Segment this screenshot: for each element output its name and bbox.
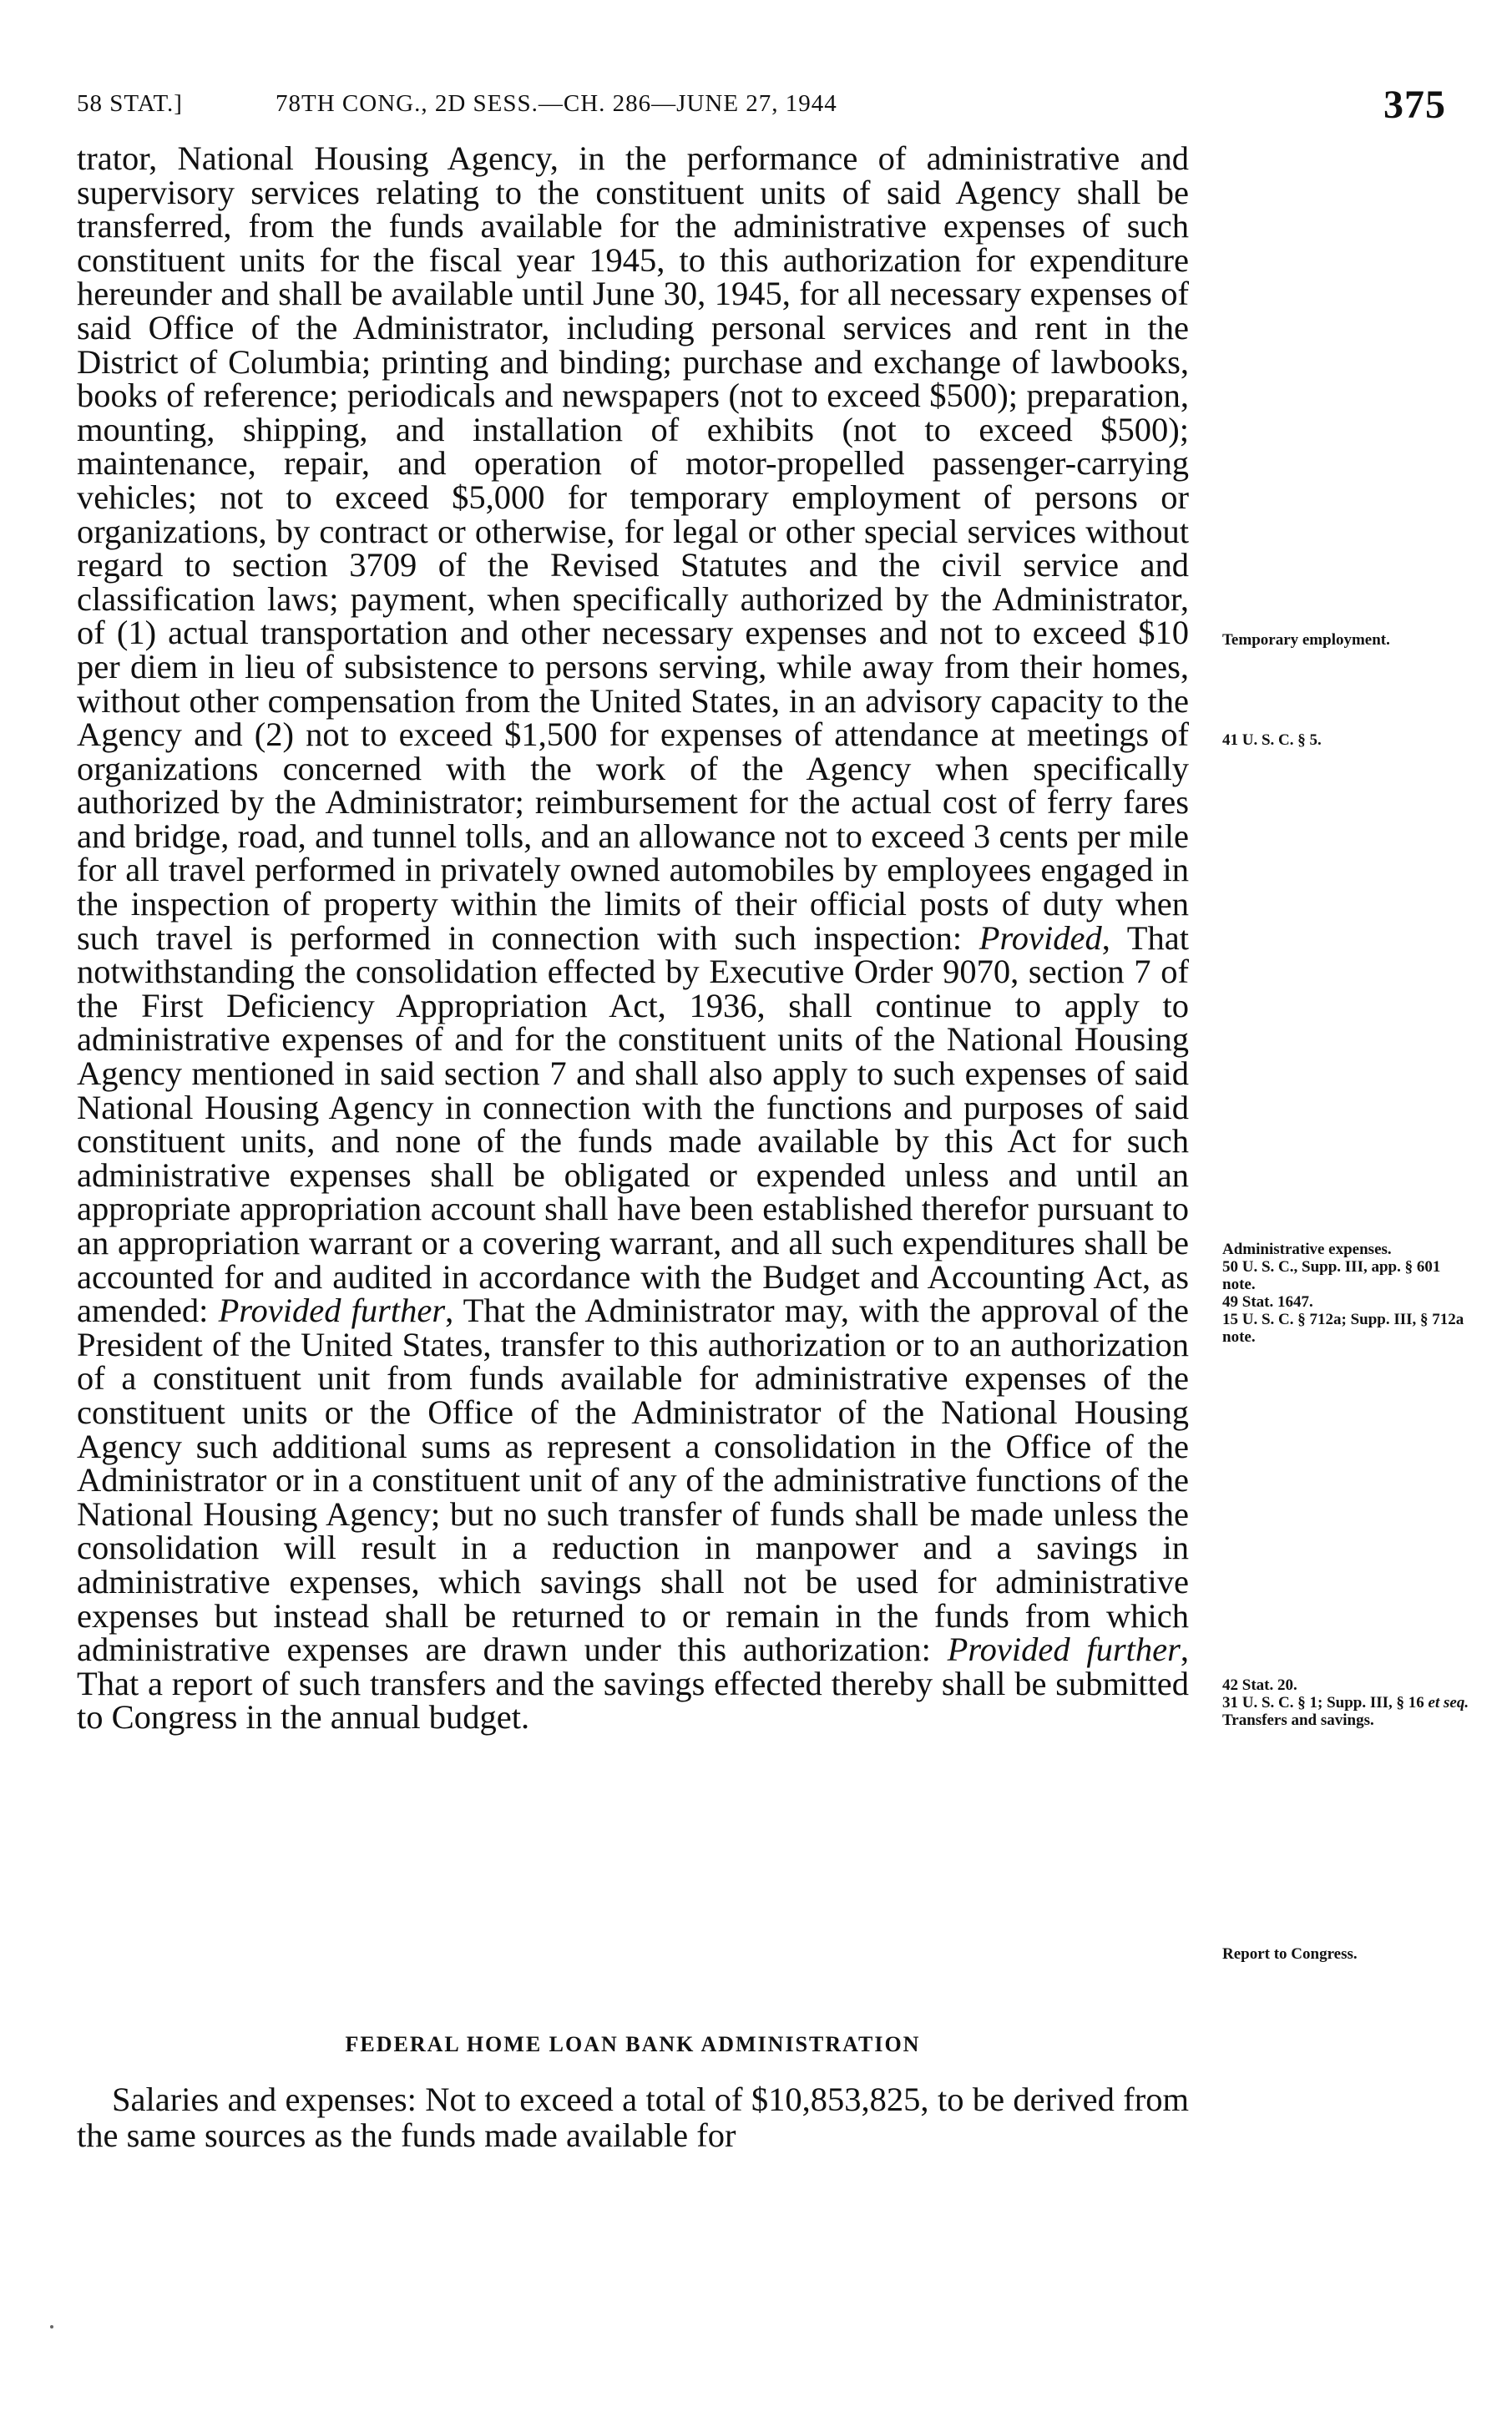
margin-note-administrative-citations (1222, 1241, 1473, 1346)
main-paragraph (77, 139, 1190, 1737)
salaries-paragraph: Salaries and expenses: Not to exceed a total of $10,853,825, to be derived from the same sources as the funds made available for (77, 2081, 1189, 2154)
margin-note-admin-expenses: Administrative expenses. (1222, 1241, 1392, 1258)
et-seq-italic: et seq. (1428, 1694, 1469, 1712)
margin-note-49-stat: 49 Stat. 1647. (1222, 1293, 1313, 1311)
margin-note-42-stat: 42 Stat. 20. (1222, 1676, 1297, 1694)
provided-further-italic: Provided further (218, 1292, 446, 1330)
margin-note-temporary-employment: Temporary employment. (1222, 631, 1390, 649)
paragraph-national-housing-agency (77, 139, 1190, 1737)
volume-citation: 58 STAT.] (77, 90, 183, 117)
running-head (77, 82, 1446, 132)
citation-31-usc: 31 U. S. C. § 1; Supp. III, § 16 (1222, 1694, 1429, 1712)
text-segment: , That the Administrator may, with the approval of the President of the United States, transfer to this authorization or to an authorization of a constituent unit from funds available for administrative expenses of the constituent units or the Office of the Administrator of the National Housing Agency such additional sums as represent a consolidation in the Office of the Administrator or in a constituent unit of any of the administrative functions of the National Housing Agency; but no such transfer of funds shall be made unless the consolidation will result in a reduction in manpower and a savings in administrative expenses, which savings shall not be used for administrative expenses but instead shall be returned to or remain in the funds from which administrative expenses are drawn under this authorization: (77, 1292, 1190, 1669)
margin-note-50-usc: 50 U. S. C., Supp. III, app. § 601 note. (1222, 1258, 1441, 1293)
scan-speck (50, 2325, 53, 2328)
provided-italic: Provided (979, 918, 1102, 957)
session-info: 78TH CONG., 2D SESS.—CH. 286—JUNE 27, 1944 (276, 90, 837, 117)
margin-note-15-usc: 15 U. S. C. § 712a; Supp. III, § 712a note. (1222, 1311, 1464, 1346)
text-segment: , That notwithstanding the consolidation effected by Executive Order 9070, section 7 of the First Deficiency Appropriation Act, 1936, shall continue to apply to administrative expenses of and for the constituent units of the National Housing Agency mentioned in said section 7 and shall also apply to such expenses of said National Housing Agency in connection with the functions and purposes of said constituent units, and none of the funds made available by this Act for such administrative expenses shall be obligated or expended unless and until an appropriate appropriation account shall have been established therefor pursuant to an appropriation warrant or a covering warrant, and all such expenditures shall be accounted for and audited in accordance with the Budget and Accounting Act, as amended: (77, 918, 1189, 1330)
margin-note-transfer-citations (1222, 1676, 1473, 1729)
provided-further-italic: Provided further (947, 1631, 1181, 1669)
margin-note-report-to-congress: Report to Congress. (1222, 1945, 1358, 1963)
margin-note-31-usc (1222, 1694, 1473, 1712)
text-segment: trator, National Housing Agency, in the performance of administrative and supervisory services relating to the constituent units of said Agency shall be transferred, from the funds available for the administrative expenses of such constituent units for the fiscal year 1945, to this authorization for expenditure hereunder and shall be available until June 30, 1945, for all necessary expenses of said Office of the Administrator, including personal services and rent in the District of Columbia; printing and binding; purchase and exchange of lawbooks, books of reference; periodicals and newspapers (not to exceed $500); preparation, mounting, shipping, and installation of exhibits (not to exceed $500); maintenance, repair, and operation of motor-propelled passenger-carrying vehicles; not to exceed $5,000 for temporary employment of persons or organizations, by contract or otherwise, for legal or other special services without regard to section 3709 of the Revised Statutes and the civil service and classification laws; payment, when specifically authorized by the Administrator, of (1) actual transportation and other necessary expenses and not to exceed $10 per diem in lieu of subsistence to persons serving, while away from their homes, without other compensation from the United States, in an advisory capacity to the Agency and (2) not to exceed $1,500 for expenses of attendance at meetings of organizations concerned with the work of the Agency when specifically authorized by the Administrator; reimbursement for the actual cost of ferry fares and bridge, road, and tunnel tolls, and an allowance not to exceed 3 cents per mile for all travel performed in privately owned automobiles by employees engaged in the inspection of property within the limits of their official posts of duty when such travel is performed in connection with such inspection: (77, 139, 1189, 957)
section-heading: FEDERAL HOME LOAN BANK ADMINISTRATION (345, 2032, 921, 2056)
margin-note-41-usc: 41 U. S. C. § 5. (1222, 731, 1322, 749)
text-segment: , That a report of such transfers and the savings effected thereby shall be submitted to Congress in the annual budget. (77, 1631, 1189, 1737)
margin-note-transfers: Transfers and savings. (1222, 1712, 1374, 1729)
page-number: 375 (1383, 83, 1446, 127)
